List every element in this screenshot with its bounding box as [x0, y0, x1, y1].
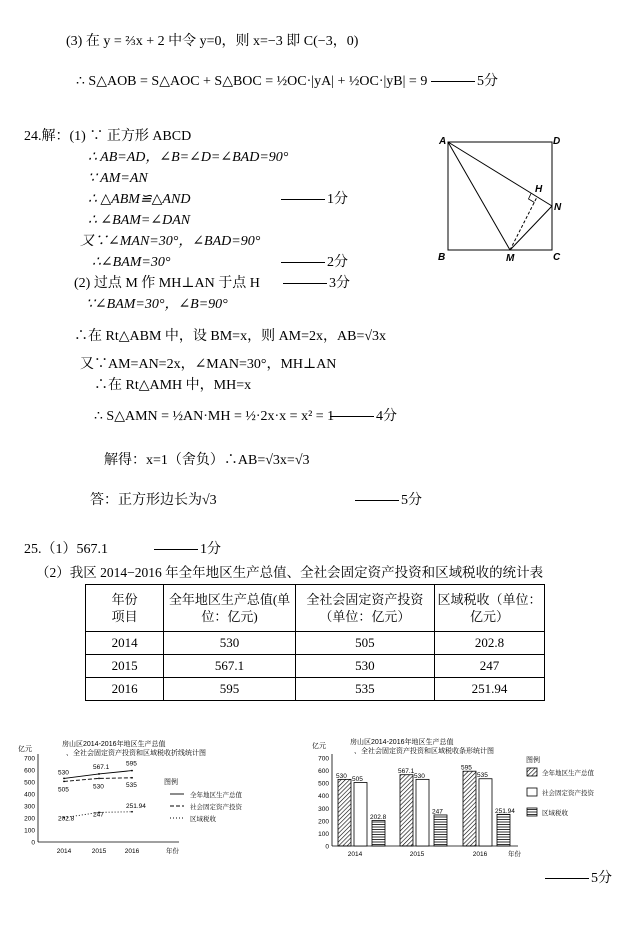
bar — [400, 775, 413, 846]
bar — [463, 771, 476, 846]
table-cell: 2015 — [86, 655, 164, 678]
legend-label: 社会固定资产投资 — [190, 804, 242, 811]
q24-line5: 又∵∠MAN=30°，∠BAD=90° — [80, 234, 261, 249]
part3-line2: ∴ S△AOB = S△AOC + S△BOC = ½OC·|yA| + ½OC·|yB| = 9 — [76, 74, 428, 89]
legend-swatch — [527, 768, 537, 776]
label-h: H — [535, 184, 543, 195]
table-cell: 530 — [164, 632, 296, 655]
table-cell: 247 — [435, 655, 545, 678]
data-label: 535 — [477, 772, 488, 780]
line-chart — [14, 736, 284, 858]
data-label: 530 — [414, 772, 425, 780]
table-cell: 535 — [295, 678, 434, 701]
data-label: 595 — [126, 760, 137, 768]
label-a: A — [439, 136, 447, 147]
y-axis-label: 亿元 — [18, 746, 32, 753]
table-cell: 202.8 — [435, 632, 545, 655]
y-tick-label: 400 — [24, 791, 35, 799]
q24-line8: ∵∠BAM=30°，∠B=90° — [86, 297, 228, 312]
x-tick-label: 2016 — [472, 851, 488, 858]
q24-score4: 4分 — [330, 408, 397, 426]
series-line — [64, 771, 132, 779]
q24-header: 24.解：(1) ∵ 正方形 ABCD — [24, 129, 192, 144]
legend-swatch — [527, 808, 537, 816]
q25-line2: （2）我区 2014−2016 年全年地区生产总值、全社会固定资产投资和区域税收的统计表 — [36, 565, 544, 580]
bar — [434, 815, 447, 846]
legend-label: 全年地区生产总值 — [542, 770, 594, 777]
q24-score5: 5分 — [355, 492, 422, 510]
table-header-row — [86, 585, 545, 632]
q24-line10: 又∵AM=AN=2x，∠MAN=30°，MH⊥AN — [80, 357, 337, 372]
y-tick-label: 700 — [24, 755, 35, 763]
x-tick-label: 2014 — [56, 848, 72, 855]
series-line — [64, 778, 132, 782]
data-label: 567.1 — [398, 768, 415, 776]
data-label: 595 — [461, 764, 472, 772]
y-tick-label: 200 — [318, 818, 329, 826]
y-tick-label: 500 — [24, 779, 35, 787]
legend-label: 全年地区生产总值 — [190, 792, 242, 799]
bar — [416, 779, 429, 846]
table-cell: 2016 — [86, 678, 164, 701]
data-label: 567.1 — [93, 763, 110, 771]
stat-table — [85, 584, 545, 701]
y-tick-label: 600 — [318, 768, 329, 776]
data-label: 535 — [126, 781, 137, 789]
data-label: 505 — [352, 776, 363, 784]
table-cell: 251.94 — [435, 678, 545, 701]
q24-line1: ∴ AB=AD，∠B=∠D=∠BAD=90° — [88, 150, 289, 165]
q24-line11: ∴在 Rt△AMH 中，MH=x — [94, 378, 252, 393]
data-label: 202.8 — [58, 815, 75, 823]
table-cell: 530 — [295, 655, 434, 678]
q25-score1: 1分 — [154, 541, 221, 559]
table-row — [86, 632, 545, 655]
data-point — [131, 811, 133, 813]
q24-line9: ∴在 Rt△ABM 中，设 BM=x，则 AM=2x，AB=√3x — [74, 329, 387, 344]
data-label: 530 — [336, 772, 347, 780]
y-tick-label: 700 — [318, 755, 329, 763]
label-m: M — [506, 253, 515, 264]
corner-bottom: 项目 — [111, 609, 138, 624]
table-cell: 595 — [164, 678, 296, 701]
q24-score1: 1分 — [281, 191, 348, 209]
data-label: 247 — [93, 811, 104, 819]
legend-swatch — [527, 788, 537, 796]
bar — [338, 779, 351, 846]
square-figure — [430, 130, 570, 265]
table-header: 全年地区生产总值(单位：亿元) — [164, 585, 296, 632]
table-cell: 567.1 — [164, 655, 296, 678]
table-row — [86, 678, 545, 701]
data-label: 530 — [93, 783, 104, 791]
q25-line1: 25.（1）567.1 — [24, 542, 108, 557]
table-cell: 505 — [295, 632, 434, 655]
y-tick-label: 300 — [24, 803, 35, 811]
label-d: D — [553, 136, 561, 147]
legend-label: 社会固定资产投资 — [542, 790, 594, 797]
y-tick-label: 100 — [318, 830, 329, 838]
segment-an — [448, 142, 552, 206]
q25-final-score: 5分 — [545, 870, 612, 888]
x-axis-label: 年份 — [166, 848, 179, 855]
q24-answer: 答：正方形边长为√3 — [90, 493, 217, 508]
corner-top: 年份 — [111, 592, 138, 607]
y-tick-label: 100 — [24, 827, 35, 835]
data-label: 202.8 — [370, 814, 387, 822]
label-n: N — [554, 202, 562, 213]
chart-title: 、全社会固定资产投资和区域税收条形统计图 — [354, 748, 494, 755]
y-tick-label: 300 — [318, 805, 329, 813]
label-c: C — [553, 252, 561, 263]
table-header: 全社会固定资产投资（单位：亿元） — [295, 585, 434, 632]
chart-title: 房山区2014-2016年地区生产总值 — [350, 739, 454, 746]
legend-title: 图例 — [526, 757, 540, 764]
y-tick-label: 400 — [318, 793, 329, 801]
legend-label: 区域税收 — [542, 810, 568, 817]
q24-line2: ∵ AM=AN — [88, 171, 148, 186]
data-point — [131, 777, 133, 779]
q24-score2: 2分 — [281, 254, 348, 272]
table-corner — [86, 585, 164, 632]
data-label: 251.94 — [126, 802, 146, 810]
bar — [372, 821, 385, 846]
data-point — [63, 781, 65, 783]
table-header: 区域税收（单位：亿元） — [435, 585, 545, 632]
legend-title: 图例 — [164, 779, 178, 786]
q24-line13: 解得：x=1（舍负）∴AB=√3x=√3 — [104, 453, 310, 468]
y-tick-label: 0 — [325, 843, 329, 851]
data-point — [131, 770, 133, 772]
bar-chart — [308, 736, 613, 860]
data-point — [98, 778, 100, 780]
q24-score3: 3分 — [283, 275, 350, 293]
q24-line6: ∴∠BAM=30° — [92, 255, 171, 270]
q24-line4: ∴ ∠BAM=∠DAN — [88, 213, 191, 228]
segment-mn — [510, 206, 552, 250]
x-tick-label: 2014 — [347, 851, 363, 858]
part3-line1: (3) 在 y = ⅔x + 2 中令 y=0，则 x=−3 即 C(−3，0) — [66, 34, 359, 49]
segment-am — [448, 142, 510, 250]
table-row — [86, 655, 545, 678]
data-label: 505 — [58, 786, 69, 794]
q24-line12: ∴ S△AMN = ½AN·MH = ½·2x·x = x² = 1 — [94, 409, 335, 424]
q24-line7: (2) 过点 M 作 MH⊥AN 于点 H — [74, 276, 260, 291]
y-tick-label: 500 — [318, 780, 329, 788]
y-tick-label: 0 — [31, 839, 35, 847]
y-tick-label: 200 — [24, 815, 35, 823]
chart-title: 、全社会固定资产投资和区域税收折线统计图 — [66, 750, 206, 757]
q24-line3: ∴ △ABM≌△AND — [88, 192, 191, 207]
data-label: 530 — [58, 769, 69, 777]
x-tick-label: 2016 — [124, 848, 140, 855]
data-point — [98, 773, 100, 775]
y-axis-label: 亿元 — [312, 743, 326, 750]
label-b: B — [438, 252, 446, 263]
legend-label: 区域税收 — [190, 816, 216, 823]
bar — [479, 779, 492, 846]
bar — [354, 783, 367, 846]
data-point — [63, 778, 65, 780]
table-cell: 2014 — [86, 632, 164, 655]
x-tick-label: 2015 — [409, 851, 425, 858]
x-axis-label: 年份 — [508, 851, 521, 858]
y-tick-label: 600 — [24, 767, 35, 775]
part3-score: 5分 — [431, 73, 498, 91]
data-label: 247 — [432, 808, 443, 816]
bar — [497, 814, 510, 846]
x-tick-label: 2015 — [91, 848, 107, 855]
chart-title: 房山区2014-2016年地区生产总值 — [62, 741, 166, 748]
data-label: 251.94 — [495, 807, 515, 815]
segment-mh — [510, 197, 537, 250]
